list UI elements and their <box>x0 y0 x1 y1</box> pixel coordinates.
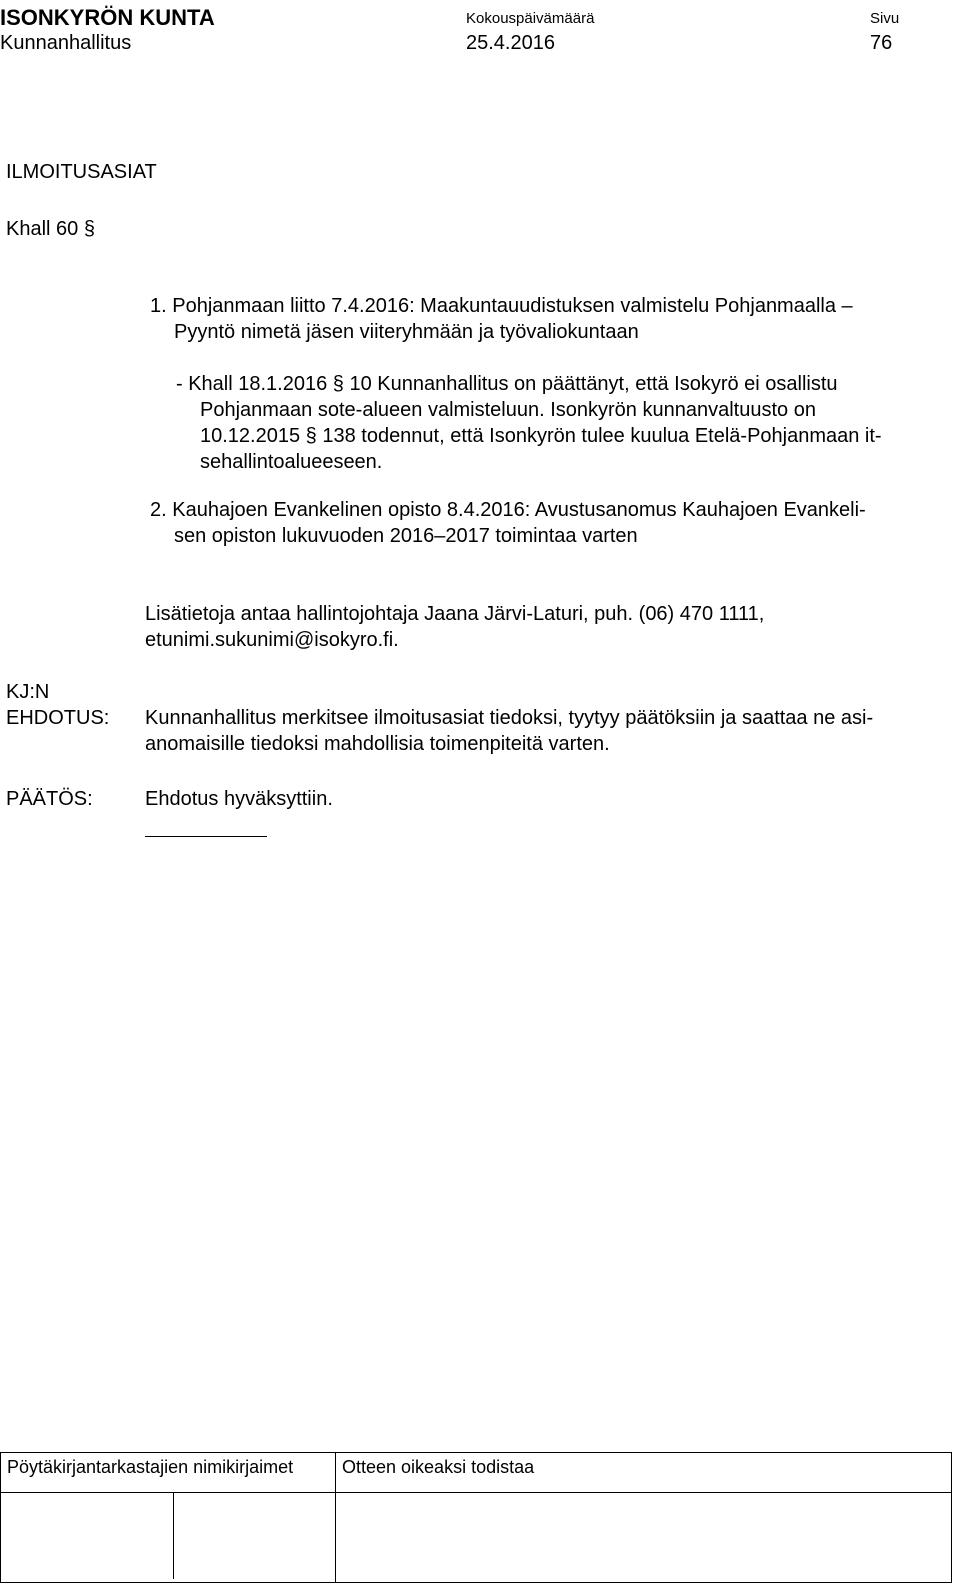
meeting-date-label: Kokouspäivämäärä <box>466 10 595 27</box>
initials-header: Pöytäkirjantarkastajien nimikirjaimet <box>1 1453 336 1493</box>
item-2-line-2: sen opiston lukuvuoden 2016–2017 toimintaa varten <box>174 525 638 547</box>
meeting-date: 25.4.2016 <box>466 32 555 54</box>
list-item <box>176 371 882 475</box>
item-1-line-1: 1. Pohjanmaan liitto 7.4.2016: Maakuntauudistuksen valmistelu Pohjanmaalla – <box>150 295 853 317</box>
page-label: Sivu <box>870 10 900 27</box>
body-name: Kunnanhallitus <box>0 32 132 54</box>
item-2-line-1: 2. Kauhajoen Evankelinen opisto 8.4.2016: Avustusanomus Kauhajoen Evankeli- <box>150 499 866 521</box>
proposal-text <box>145 705 873 757</box>
signature-table <box>0 1452 952 1583</box>
subitem-line-2: Pohjanmaan sote-alueen valmisteluun. Isonkyrön kunnanvaltuusto on <box>200 399 816 421</box>
contact-info <box>145 601 764 653</box>
subitem-line-1: - Khall 18.1.2016 § 10 Kunnanhallitus on päättänyt, että Isokyrö ei osallistu <box>176 373 838 395</box>
subitem-line-4: sehallintoalueeseen. <box>200 451 383 473</box>
contact-line-1: Lisätietoja antaa hallintojohtaja Jaana Järvi-Laturi, puh. (06) 470 1111, <box>145 603 765 625</box>
decision-label: PÄÄTÖS: <box>6 788 93 810</box>
end-rule <box>145 836 267 837</box>
section-ref: Khall 60 § <box>6 218 95 240</box>
initials-cell-1[interactable] <box>1 1493 174 1579</box>
page-number: 76 <box>870 32 893 54</box>
initials-cells <box>1 1493 336 1583</box>
decision-text: Ehdotus hyväksyttiin. <box>145 788 333 810</box>
proposal-prefix: KJ:N <box>6 681 50 703</box>
initials-cell-2[interactable] <box>174 1493 335 1579</box>
section-title: ILMOITUSASIAT <box>6 161 157 183</box>
item-1-line-2: Pyyntö nimetä jäsen viiteryhmään ja työvaliokuntaan <box>174 321 639 343</box>
proposal-line-1: Kunnanhallitus merkitsee ilmoitusasiat tiedoksi, tyytyy päätöksiin ja saattaa ne asi- <box>145 707 874 729</box>
subitem-line-3: 10.12.2015 § 138 todennut, että Isonkyrön tulee kuulua Etelä-Pohjanmaan it- <box>200 425 882 447</box>
list-item <box>150 293 853 345</box>
contact-line-2: etunimi.sukunimi@isokyro.fi. <box>145 629 399 651</box>
list-item <box>150 497 866 549</box>
certification-cell[interactable] <box>336 1493 952 1583</box>
org-name: ISONKYRÖN KUNTA <box>0 5 215 30</box>
certification-header: Otteen oikeaksi todistaa <box>336 1453 952 1493</box>
proposal-line-2: anomaisille tiedoksi mahdollisia toimenpiteitä varten. <box>145 733 610 755</box>
proposal-label: EHDOTUS: <box>6 707 110 729</box>
